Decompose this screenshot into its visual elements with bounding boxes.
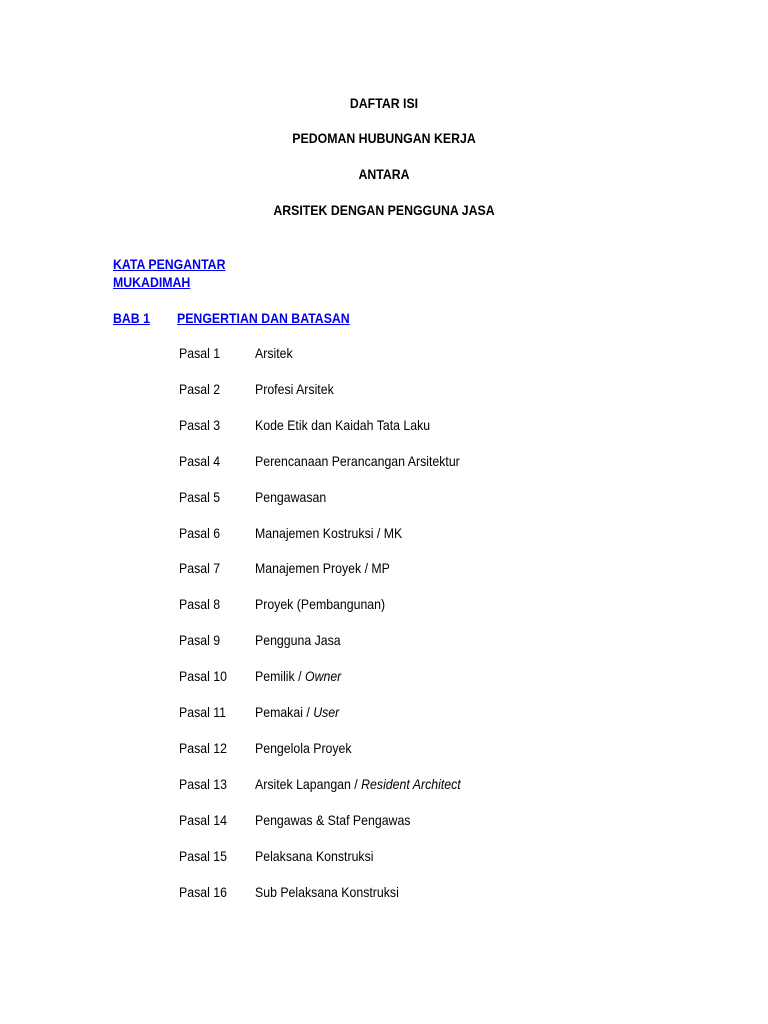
pasal-title-text: Pengawasan — [255, 489, 327, 505]
document-title-connector: ANTARA — [358, 166, 410, 182]
pasal-row — [0, 344, 768, 362]
pasal-row — [0, 416, 768, 434]
pasal-row — [0, 380, 768, 398]
pasal-title — [255, 739, 352, 757]
pasal-title-text: Sub Pelaksana Konstruksi — [255, 884, 399, 900]
pasal-number: Pasal 14 — [179, 812, 227, 828]
pasal-number: Pasal 1 — [179, 345, 221, 361]
pasal-title-italic: Resident Architect — [361, 776, 461, 792]
pasal-title — [255, 703, 339, 721]
pasal-title-italic: Owner — [304, 668, 342, 684]
pasal-row — [0, 631, 768, 649]
pasal-title — [255, 452, 460, 470]
link-mukadimah[interactable]: MUKADIMAH — [113, 274, 191, 290]
pasal-row — [0, 703, 768, 721]
pasal-title-italic: User — [313, 704, 340, 720]
pasal-title — [255, 344, 293, 362]
pasal-title — [255, 847, 373, 865]
pasal-title-text: Pemilik / — [255, 668, 305, 684]
pasal-number: Pasal 3 — [179, 417, 221, 433]
pasal-title — [255, 416, 430, 434]
pasal-title-text: Perencanaan Perancangan Arsitektur — [255, 453, 460, 469]
pasal-row — [0, 775, 768, 793]
pasal-row — [0, 595, 768, 613]
pasal-row — [0, 667, 768, 685]
pasal-row — [0, 739, 768, 757]
pasal-title-text: Pengelola Proyek — [255, 740, 352, 756]
pasal-row — [0, 559, 768, 577]
document-subtitle: ARSITEK DENGAN PENGGUNA JASA — [273, 202, 495, 218]
pasal-title-text: Kode Etik dan Kaidah Tata Laku — [255, 417, 431, 433]
pasal-number: Pasal 10 — [179, 668, 227, 684]
pasal-title-text: Pelaksana Konstruksi — [255, 848, 374, 864]
link-bab-1-number[interactable]: BAB 1 — [113, 310, 150, 326]
pasal-number: Pasal 11 — [179, 704, 227, 720]
pasal-row — [0, 524, 768, 542]
pasal-number: Pasal 15 — [179, 848, 227, 864]
pasal-title — [255, 524, 402, 542]
pasal-title — [255, 559, 390, 577]
pasal-row — [0, 452, 768, 470]
pasal-row — [0, 488, 768, 506]
pasal-number: Pasal 5 — [179, 489, 221, 505]
pasal-title — [255, 488, 326, 506]
pasal-title — [255, 380, 334, 398]
pasal-title-text: Pengguna Jasa — [255, 632, 341, 648]
pasal-row — [0, 847, 768, 865]
pasal-number: Pasal 9 — [179, 632, 221, 648]
pasal-number: Pasal 8 — [179, 596, 221, 612]
pasal-number: Pasal 7 — [179, 560, 221, 576]
pasal-title — [255, 631, 341, 649]
pasal-row — [0, 883, 768, 901]
pasal-title — [255, 595, 385, 613]
pasal-title-text: Pengawas & Staf Pengawas — [255, 812, 411, 828]
toc-heading: DAFTAR ISI — [349, 95, 419, 111]
pasal-title-text: Arsitek — [255, 345, 293, 361]
pasal-number: Pasal 13 — [179, 776, 227, 792]
pasal-title — [255, 667, 341, 685]
pasal-title-text: Manajemen Kostruksi / MK — [255, 525, 403, 541]
pasal-title — [255, 883, 399, 901]
pasal-number: Pasal 6 — [179, 525, 221, 541]
pasal-title-text: Pemakai / — [255, 704, 314, 720]
pasal-number: Pasal 4 — [179, 453, 221, 469]
document-title: PEDOMAN HUBUNGAN KERJA — [292, 130, 476, 146]
link-bab-1-title[interactable]: PENGERTIAN DAN BATASAN — [177, 310, 350, 326]
pasal-title-text: Arsitek Lapangan / — [255, 776, 362, 792]
pasal-title-text: Profesi Arsitek — [255, 381, 334, 397]
pasal-title-text: Manajemen Proyek / MP — [255, 560, 390, 576]
pasal-title — [255, 775, 461, 793]
pasal-row — [0, 811, 768, 829]
pasal-number: Pasal 12 — [179, 740, 227, 756]
pasal-number: Pasal 16 — [179, 884, 227, 900]
pasal-number: Pasal 2 — [179, 381, 221, 397]
pasal-title — [255, 811, 410, 829]
pasal-title-text: Proyek (Pembangunan) — [255, 596, 386, 612]
link-kata-pengantar[interactable]: KATA PENGANTAR — [113, 256, 226, 272]
